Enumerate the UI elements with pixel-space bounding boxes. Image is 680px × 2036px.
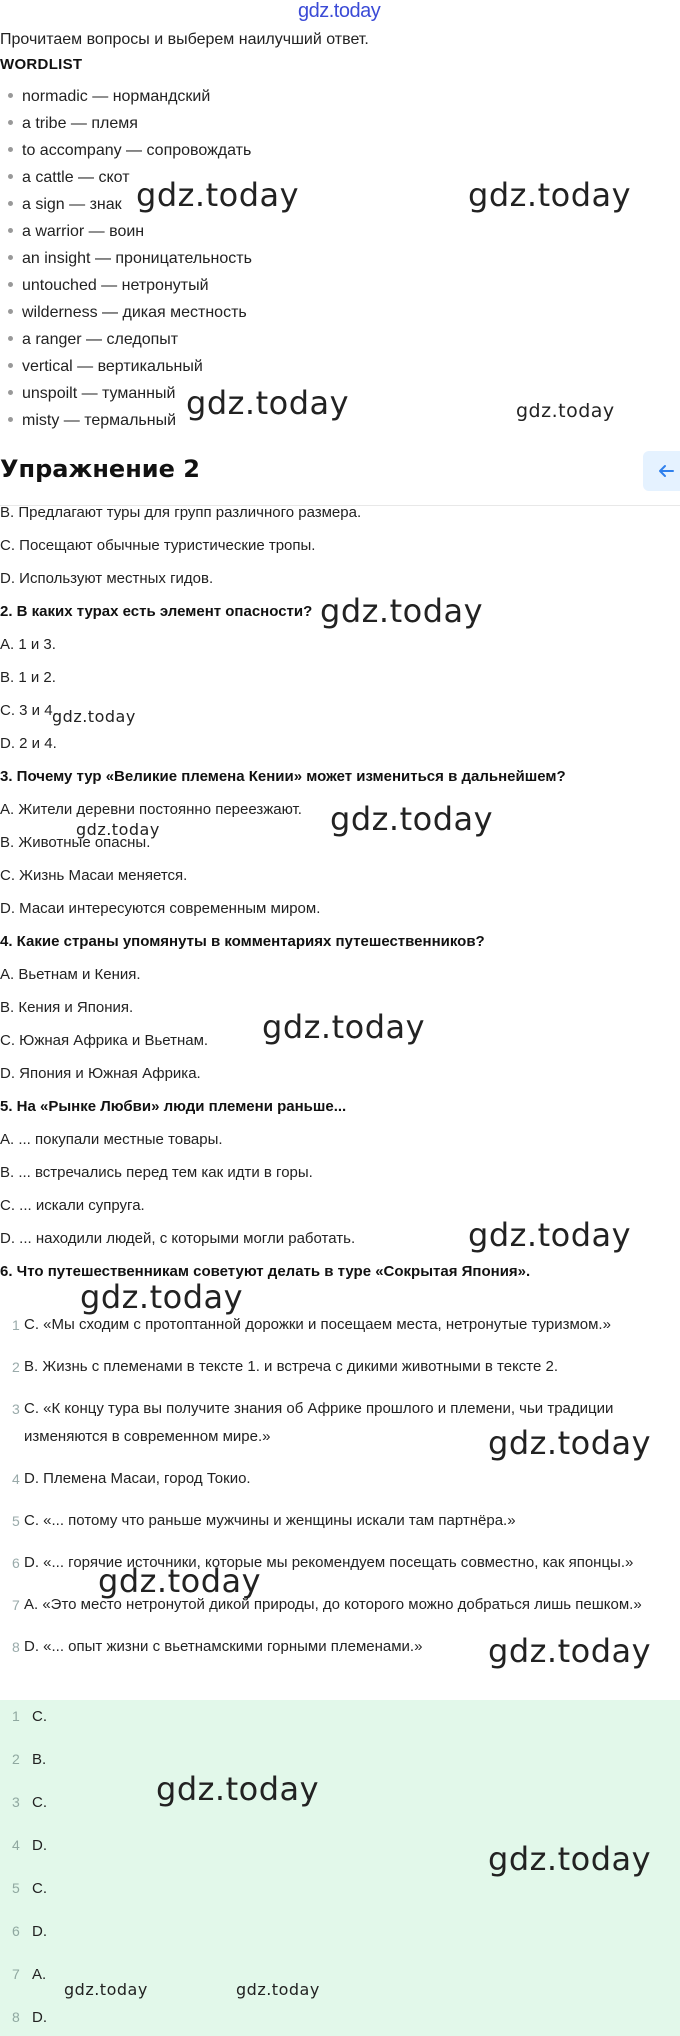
wordlist-item: a cattle — скот bbox=[8, 169, 648, 196]
bullet-icon bbox=[8, 255, 13, 260]
bullet-icon bbox=[8, 363, 13, 368]
explanation-item bbox=[0, 1353, 680, 1381]
bullet-icon bbox=[8, 309, 13, 314]
watermark: gdz.today bbox=[76, 820, 160, 839]
answer-option: A. ... покупали местные товары. bbox=[0, 1131, 223, 1148]
wordlist-item: normadic — нормандский bbox=[8, 88, 648, 115]
explanation-text: A. «Это место нетронутой дикой природы, до которого можно добраться лишь пешком.» bbox=[24, 1596, 642, 1613]
answer-value: C. bbox=[32, 1880, 47, 1897]
bullet-icon bbox=[8, 201, 13, 206]
answer-value: A. bbox=[32, 1966, 47, 1983]
watermark: gdz.today bbox=[488, 1840, 652, 1878]
answer-value: B. bbox=[32, 1751, 47, 1768]
item-number: 1 bbox=[12, 1317, 20, 1333]
site-logo[interactable]: gdz.today bbox=[298, 0, 381, 22]
answer-option: A. Вьетнам и Кения. bbox=[0, 966, 141, 983]
item-number: 2 bbox=[12, 1359, 20, 1375]
watermark: gdz.today bbox=[64, 1980, 148, 1999]
item-number: 3 bbox=[12, 1794, 20, 1810]
answer-option: A. Жители деревни постоянно переезжают. bbox=[0, 801, 302, 818]
item-number: 6 bbox=[12, 1555, 20, 1571]
item-number: 8 bbox=[12, 1639, 20, 1655]
watermark: gdz.today bbox=[468, 1216, 632, 1254]
bullet-icon bbox=[8, 282, 13, 287]
wordlist-title: WORDLIST bbox=[0, 56, 83, 73]
explanation-list bbox=[0, 1311, 680, 1675]
watermark: gdz.today bbox=[186, 384, 350, 422]
question-heading: 6. Что путешественникам советуют делать в туре «Сокрытая Япония». bbox=[0, 1263, 531, 1280]
wordlist-item: a sign — знак bbox=[8, 196, 648, 223]
answer-option: C. ... искали супруга. bbox=[0, 1197, 145, 1214]
watermark: gdz.today bbox=[236, 1980, 320, 1999]
answer-option: D. Используют местных гидов. bbox=[0, 570, 214, 587]
item-number: 4 bbox=[12, 1837, 20, 1853]
question-heading: 2. В каких турах есть элемент опасности? bbox=[0, 603, 313, 620]
wordlist-item: to accompany — сопровождать bbox=[8, 142, 648, 169]
question-heading: 4. Какие страны упомянуты в комментариях путешественников? bbox=[0, 933, 485, 950]
explanation-text: D. «... горячие источники, которые мы рекомендуем посещать совместно, как японцы.» bbox=[24, 1554, 634, 1571]
arrow-left-icon bbox=[657, 462, 675, 480]
answer-option: D. ... находили людей, с которыми могли работать. bbox=[0, 1230, 356, 1247]
explanation-text: C. «Мы сходим с протоптанной дорожки и посещаем места, нетронутые туризмом.» bbox=[24, 1316, 611, 1333]
watermark: gdz.today bbox=[516, 400, 615, 422]
wordlist-item: misty — термальный bbox=[8, 412, 648, 439]
answer-option: B. ... встречались перед тем как идти в горы. bbox=[0, 1164, 313, 1181]
item-number: 7 bbox=[12, 1597, 20, 1613]
watermark: gdz.today bbox=[330, 800, 494, 838]
wordlist-item: wilderness — дикая местность bbox=[8, 304, 648, 331]
item-number: 7 bbox=[12, 1966, 20, 1982]
wordlist-item: a ranger — следопыт bbox=[8, 331, 648, 358]
answer-option: D. Масаи интересуются современным миром. bbox=[0, 900, 321, 917]
answer-option: A. 1 и 3. bbox=[0, 636, 56, 653]
explanation-item bbox=[0, 1465, 680, 1493]
wordlist-item: an insight — проницательность bbox=[8, 250, 648, 277]
wordlist-item: vertical — вертикальный bbox=[8, 358, 648, 385]
item-number: 2 bbox=[12, 1751, 20, 1767]
item-number: 5 bbox=[12, 1880, 20, 1896]
bullet-icon bbox=[8, 390, 13, 395]
explanation-text: D. Племена Масаи, город Токио. bbox=[24, 1470, 251, 1487]
back-button[interactable] bbox=[643, 451, 680, 491]
exercise-title: Упражнение 2 bbox=[0, 455, 200, 483]
bullet-icon bbox=[8, 336, 13, 341]
bullet-icon bbox=[8, 417, 13, 422]
bullet-icon bbox=[8, 228, 13, 233]
bullet-icon bbox=[8, 120, 13, 125]
explanation-text: C. «... потому что раньше мужчины и женщины искали там партнёра.» bbox=[24, 1512, 516, 1529]
watermark: gdz.today bbox=[262, 1008, 426, 1046]
answer-value: C. bbox=[32, 1794, 47, 1811]
wordlist-item: unspoilt — туманный bbox=[8, 385, 648, 412]
question-heading: 3. Почему тур «Великие племена Кении» может измениться в дальнейшем? bbox=[0, 768, 566, 785]
answer-value: D. bbox=[32, 1923, 47, 1940]
watermark: gdz.today bbox=[98, 1562, 262, 1600]
intro-text: Прочитаем вопросы и выберем наилучший ответ. bbox=[0, 31, 369, 48]
item-number: 5 bbox=[12, 1513, 20, 1529]
explanation-text: D. «... опыт жизни с вьетнамскими горными племенами.» bbox=[24, 1638, 423, 1655]
wordlist-item: untouched — нетронутый bbox=[8, 277, 648, 304]
item-number: 3 bbox=[12, 1401, 20, 1417]
explanation-text: B. Жизнь с племенами в тексте 1. и встреча с дикими животными в тексте 2. bbox=[24, 1358, 559, 1375]
watermark: gdz.today bbox=[80, 1278, 244, 1316]
wordlist-item: a warrior — воин bbox=[8, 223, 648, 250]
bullet-icon bbox=[8, 147, 13, 152]
answer-option: B. Животные опасны. bbox=[0, 834, 151, 851]
item-number: 8 bbox=[12, 2009, 20, 2025]
answer-option: D. 2 и 4. bbox=[0, 735, 57, 752]
watermark: gdz.today bbox=[488, 1424, 652, 1462]
watermark: gdz.today bbox=[468, 176, 632, 214]
item-number: 4 bbox=[12, 1471, 20, 1487]
watermark: gdz.today bbox=[488, 1632, 652, 1670]
watermark: gdz.today bbox=[52, 707, 136, 726]
answer-option: B. 1 и 2. bbox=[0, 669, 56, 686]
answer-option: C. Южная Африка и Вьетнам. bbox=[0, 1032, 209, 1049]
watermark: gdz.today bbox=[156, 1770, 320, 1808]
item-number: 6 bbox=[12, 1923, 20, 1939]
answer-option: B. Предлагают туры для групп различного размера. bbox=[0, 504, 362, 521]
question-heading: 5. На «Рынке Любви» люди племени раньше... bbox=[0, 1098, 347, 1115]
bullet-icon bbox=[8, 93, 13, 98]
watermark: gdz.today bbox=[320, 592, 484, 630]
answer-option: C. Посещают обычные туристические тропы. bbox=[0, 537, 316, 554]
answer-value: D. bbox=[32, 2009, 47, 2026]
watermark: gdz.today bbox=[136, 176, 300, 214]
answer-option: D. Япония и Южная Африка. bbox=[0, 1065, 201, 1082]
explanation-text: C. «К концу тура вы получите знания об Африке прошлого и племени, чьи традиции изменяются в современном мире.» bbox=[24, 1400, 614, 1445]
wordlist-item: a tribe — племя bbox=[8, 115, 648, 142]
answer-option: C. Жизнь Масаи меняется. bbox=[0, 867, 188, 884]
answer-option: C. 3 и 4. bbox=[0, 702, 57, 719]
answer-option: B. Кения и Япония. bbox=[0, 999, 134, 1016]
answer-value: C. bbox=[32, 1708, 47, 1725]
explanation-item bbox=[0, 1507, 680, 1535]
bullet-icon bbox=[8, 174, 13, 179]
answer-value: D. bbox=[32, 1837, 47, 1854]
item-number: 1 bbox=[12, 1708, 20, 1724]
